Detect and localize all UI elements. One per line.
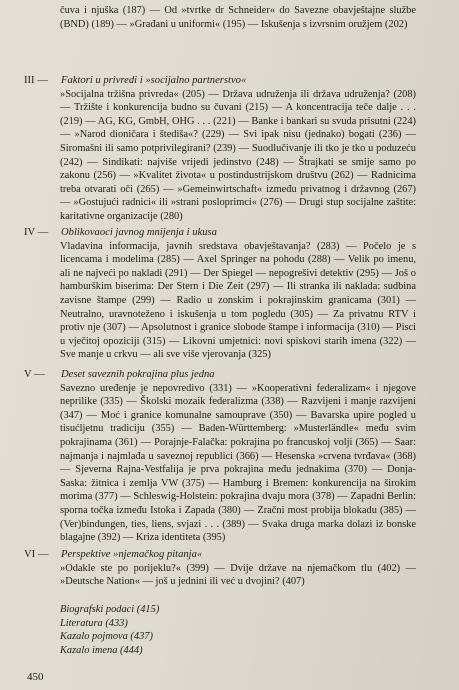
section-body: »Socijalna tržišna privreda« (205) — Država udruženja ili država udruženja? (208) — Tržište i konkurencija budno su čuvani (215) — A koncentracija teče dalje . . . (219) — AG, KG, GmbH, OHG . . . (221) — Banke i bankari su svuda prisutni (224) — »Narod dioničara i štediša«? (229) — Svi ipak nisu (jednako) bogati (236) — Siromašni ili samo potprivilegirani? (239) — Suodlučivanje ili tko je tko u poduzeću (242) — Sindikati: najviše vrijedi jedinstvo (248) — Štrajkati se smije samo po zakonu (256) — »Kvalitet života« u postindustrijskom društvu (262) — Radnicima treba otvarati oči (265) — »Gemeinwirtschaft« između privatnog i državnog (267) — »Gostujući radnici« ili »strani posloprimci« (276) — Drugi stup socijalne zaštite: karitativne organizacije (280) xyxy=(60,88,416,222)
section-title: Deset saveznih pokrajina plus jedna xyxy=(61,369,215,380)
section-continuation-text: čuva i njuška (187) — Od »tvrtke dr Schneider« do Savezne obavještajne službe (BND) (189) — »Građani u uniformi« (195) — Iskušenja s izvrsnim oružjem (202) xyxy=(60,5,416,30)
appendix-item-literature: Literatura (433) xyxy=(60,617,128,629)
section-body: Savezno uređenje je nepovredivo (331) — »Kooperativni federalizam« i njegove neprilike (335) — Školski mozaik federalizma (338) — Razvijeni i manje razvijeni (347) — Moć i granice komunalne samouprave (350) — Bavarska upire pogled u tisućljetnu tradiciju (355) — Baden-Württemberg: »Musterländle« među svim pokrajinama (361) — Porajnje-Falačka: pokrajina po francuskoj volji (365) — Saar: najmanja i najmlađa u saveznoj republici (366) — Hesenska »crvena tvrđava« (368) — Sjeverna Rajna-Vestfalija je prva pokrajina među jednakima (370) — Donja-Saska: žitnica i zemlja VW (375) — Hamburg i Bremen: konkurencija na širokim morima (377) — Schleswig-Holstein: pokrajina dvaju mora (378) — Zapadni Berlin: sporna točka između Istoka i Zapada (380) — Zračni most probija blokadu (385) — (Ver)bindungen, ties, liens, svjazi . . . (389) — Svaka druga marka dolazi iz bonske blagajne (392) — Kriza identiteta (395) xyxy=(60,382,416,544)
appendix-item-biographies: Biografski podaci (415) xyxy=(60,604,160,615)
appendix-item-name-index: Kazalo imena (444) xyxy=(60,644,143,656)
appendix-list xyxy=(60,603,360,657)
section-title: Oblikovaoci javnog mnijenja i ukusa xyxy=(61,227,217,238)
section-numeral: III — xyxy=(24,75,48,86)
section-numeral: IV — xyxy=(24,227,49,238)
section-body: »Odakle ste po porijeklu?« (399) — Dvije države na njemačkom tlu (402) — »Deutsche Nation« — još u jednini ili već u dvojini? (407) xyxy=(60,562,416,588)
appendix-item-subject-index: Kazalo pojmova (437) xyxy=(60,631,153,643)
section-numeral: VI — xyxy=(24,549,49,560)
section-title: Faktori u privredi i »socijalno partnerstvo« xyxy=(61,75,247,86)
section-title: Perspektive »njemačkog pitanja« xyxy=(61,549,203,560)
section-numeral: V — xyxy=(24,369,45,380)
page-number: 450 xyxy=(27,671,44,683)
section-body: Vladavina informacija, javnih sredstava obavještavanja? (283) — Počelo je s licencama i modelima (285) — Axel Springer na pohodu (288) — Velik po imenu, ali ne najveći po nakladi (291) — Der Spiegel — nepogrešivi detektiv (295) — Još o hamburškim biserima: Der Stern i Die Zeit (297) — Ili stranka ili naklada: sudbina zavisne štampe (299) — Radio u zonskim i pokrajinskim granicama (301) — Neutralno, uravnoteženo i iskušenja u tom pogledu (305) — Za privatnu RTV i protiv nje (307) — Apsolutnost i granice slobode štampe i informacija (310) — Pisci u vječitoj opoziciji (315) — Likovni umjetnici: novi spiskovi starih imena (322) — Sve manje u crkvu — ali sve više vjerovanja (325) xyxy=(60,240,416,361)
